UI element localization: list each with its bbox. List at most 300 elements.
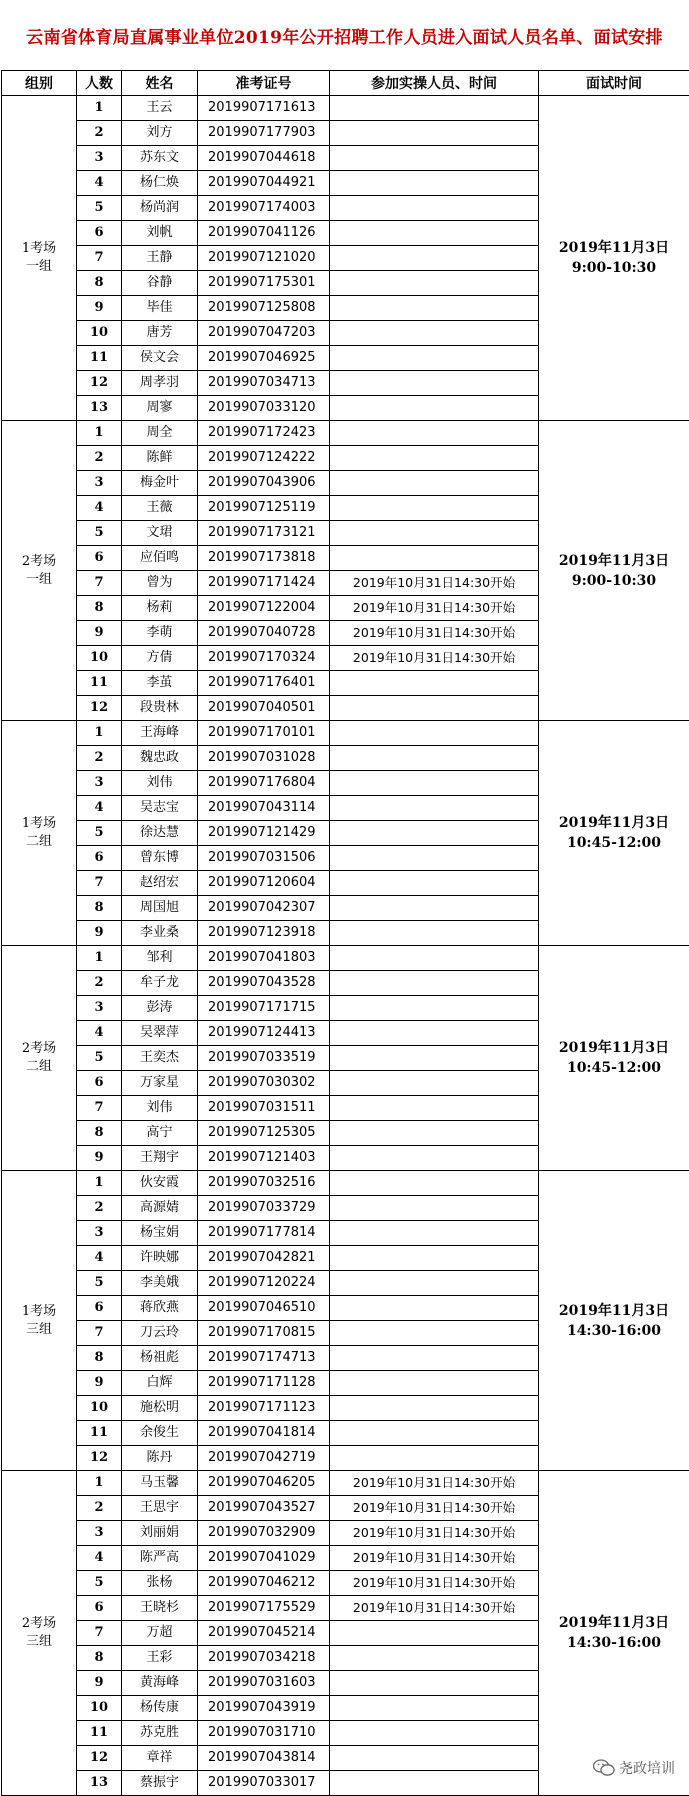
practical-time: [330, 1221, 539, 1246]
practical-time: [330, 1646, 539, 1671]
interview-table: [1, 70, 689, 1796]
practical-time: [330, 1421, 539, 1446]
practical-time: [330, 1146, 539, 1171]
row-number: 13: [77, 1771, 122, 1796]
exam-id: 2019907033120: [198, 396, 330, 421]
candidate-name: 曾为: [122, 571, 198, 596]
candidate-name: 陈鲜: [122, 446, 198, 471]
practical-time: 2019年10月31日14:30开始: [330, 1521, 539, 1546]
row-number: 2: [77, 1196, 122, 1221]
exam-id: 2019907173818: [198, 546, 330, 571]
practical-time: [330, 296, 539, 321]
header-practical: 参加实操人员、时间: [330, 71, 539, 96]
exam-id: 2019907121429: [198, 821, 330, 846]
row-number: 7: [77, 1321, 122, 1346]
practical-time: [330, 946, 539, 971]
row-number: 8: [77, 1121, 122, 1146]
practical-time: [330, 1671, 539, 1696]
exam-id: 2019907033519: [198, 1046, 330, 1071]
practical-time: [330, 1746, 539, 1771]
exam-id: 2019907034713: [198, 371, 330, 396]
exam-id: 2019907043919: [198, 1696, 330, 1721]
row-number: 6: [77, 846, 122, 871]
candidate-name: 方倩: [122, 646, 198, 671]
row-number: 5: [77, 1046, 122, 1071]
row-number: 5: [77, 821, 122, 846]
row-number: 10: [77, 1396, 122, 1421]
group-label-line2: 一组: [2, 571, 76, 589]
practical-time: [330, 1096, 539, 1121]
interview-hours: 10:45-12:00: [539, 833, 689, 853]
exam-id: 2019907174003: [198, 196, 330, 221]
practical-time: [330, 521, 539, 546]
candidate-name: 张杨: [122, 1571, 198, 1596]
row-number: 7: [77, 871, 122, 896]
exam-id: 2019907046205: [198, 1471, 330, 1496]
row-number: 3: [77, 1221, 122, 1246]
group-label-line2: 二组: [2, 833, 76, 851]
row-number: 8: [77, 271, 122, 296]
practical-time: [330, 346, 539, 371]
exam-id: 2019907177903: [198, 121, 330, 146]
practical-time: [330, 1021, 539, 1046]
watermark-text: 尧政培训: [619, 1758, 675, 1778]
candidate-name: 余俊生: [122, 1421, 198, 1446]
row-number: 8: [77, 596, 122, 621]
row-number: 2: [77, 446, 122, 471]
row-number: 2: [77, 746, 122, 771]
row-number: 11: [77, 671, 122, 696]
row-number: 3: [77, 471, 122, 496]
exam-id: 2019907031511: [198, 1096, 330, 1121]
candidate-name: 杨宝娟: [122, 1221, 198, 1246]
practical-time: 2019年10月31日14:30开始: [330, 646, 539, 671]
row-number: 4: [77, 1246, 122, 1271]
practical-time: 2019年10月31日14:30开始: [330, 621, 539, 646]
candidate-name: 李萌: [122, 621, 198, 646]
exam-id: 2019907031506: [198, 846, 330, 871]
exam-id: 2019907170324: [198, 646, 330, 671]
practical-time: [330, 146, 539, 171]
candidate-name: 陈严高: [122, 1546, 198, 1571]
candidate-name: 周全: [122, 421, 198, 446]
candidate-name: 马玉馨: [122, 1471, 198, 1496]
header-count: 人数: [77, 71, 122, 96]
exam-id: 2019907042719: [198, 1446, 330, 1471]
exam-id: 2019907047203: [198, 321, 330, 346]
practical-time: 2019年10月31日14:30开始: [330, 1571, 539, 1596]
exam-id: 2019907044921: [198, 171, 330, 196]
table-row: [2, 421, 689, 446]
exam-id: 2019907177814: [198, 1221, 330, 1246]
exam-id: 2019907043527: [198, 1496, 330, 1521]
exam-id: 2019907176804: [198, 771, 330, 796]
header-name: 姓名: [122, 71, 198, 96]
group-label-line2: 一组: [2, 258, 76, 276]
group-label: [2, 1471, 77, 1796]
table-row: [2, 946, 689, 971]
candidate-name: 王薇: [122, 496, 198, 521]
practical-time: [330, 1396, 539, 1421]
practical-time: [330, 1296, 539, 1321]
practical-time: [330, 721, 539, 746]
exam-id: 2019907123918: [198, 921, 330, 946]
exam-id: 2019907041803: [198, 946, 330, 971]
exam-id: 2019907040728: [198, 621, 330, 646]
exam-id: 2019907033729: [198, 1196, 330, 1221]
exam-id: 2019907031603: [198, 1671, 330, 1696]
exam-id: 2019907041029: [198, 1546, 330, 1571]
row-number: 2: [77, 1496, 122, 1521]
exam-id: 2019907121020: [198, 246, 330, 271]
interview-date: 2019年11月3日: [539, 813, 689, 833]
practical-time: [330, 1621, 539, 1646]
exam-id: 2019907170101: [198, 721, 330, 746]
table-row: [2, 1471, 689, 1496]
candidate-name: 侯文会: [122, 346, 198, 371]
practical-time: [330, 446, 539, 471]
interview-hours: 10:45-12:00: [539, 1058, 689, 1078]
practical-time: [330, 771, 539, 796]
interview-time: [539, 96, 689, 421]
candidate-name: 徐达慧: [122, 821, 198, 846]
practical-time: [330, 1121, 539, 1146]
group-label-line1: 2考场: [2, 1615, 76, 1633]
practical-time: 2019年10月31日14:30开始: [330, 596, 539, 621]
practical-time: [330, 496, 539, 521]
exam-id: 2019907171128: [198, 1371, 330, 1396]
candidate-name: 唐芳: [122, 321, 198, 346]
row-number: 3: [77, 146, 122, 171]
practical-time: [330, 1446, 539, 1471]
row-number: 12: [77, 1446, 122, 1471]
exam-id: 2019907046510: [198, 1296, 330, 1321]
row-number: 8: [77, 1346, 122, 1371]
watermark: [593, 1758, 675, 1778]
exam-id: 2019907043814: [198, 1746, 330, 1771]
interview-hours: 14:30-16:00: [539, 1321, 689, 1341]
group-label: [2, 1171, 77, 1471]
exam-id: 2019907042821: [198, 1246, 330, 1271]
practical-time: [330, 421, 539, 446]
candidate-name: 吴志宝: [122, 796, 198, 821]
practical-time: [330, 1071, 539, 1096]
practical-time: [330, 396, 539, 421]
table-row: [2, 721, 689, 746]
candidate-name: 李茧: [122, 671, 198, 696]
practical-time: [330, 971, 539, 996]
candidate-name: 蒋欣燕: [122, 1296, 198, 1321]
practical-time: [330, 96, 539, 121]
candidate-name: 魏忠政: [122, 746, 198, 771]
header-interview-time: 面试时间: [539, 71, 689, 96]
exam-id: 2019907032516: [198, 1171, 330, 1196]
practical-time: [330, 371, 539, 396]
exam-id: 2019907172423: [198, 421, 330, 446]
row-number: 9: [77, 296, 122, 321]
candidate-name: 赵绍宏: [122, 871, 198, 896]
candidate-name: 蔡振宇: [122, 1771, 198, 1796]
exam-id: 2019907034218: [198, 1646, 330, 1671]
candidate-name: 杨莉: [122, 596, 198, 621]
interview-hours: 14:30-16:00: [539, 1633, 689, 1653]
candidate-name: 杨祖彪: [122, 1346, 198, 1371]
candidate-name: 万超: [122, 1621, 198, 1646]
exam-id: 2019907120224: [198, 1271, 330, 1296]
group-label-line1: 2考场: [2, 553, 76, 571]
exam-id: 2019907030302: [198, 1071, 330, 1096]
candidate-name: 杨尚润: [122, 196, 198, 221]
group-label-line1: 1考场: [2, 1303, 76, 1321]
exam-id: 2019907043528: [198, 971, 330, 996]
table-body: [2, 96, 689, 1796]
candidate-name: 刘方: [122, 121, 198, 146]
candidate-name: 刘帆: [122, 221, 198, 246]
candidate-name: 李业桑: [122, 921, 198, 946]
exam-id: 2019907031710: [198, 1721, 330, 1746]
table-row: [2, 96, 689, 121]
wechat-icon: [593, 1759, 615, 1777]
candidate-name: 周寥: [122, 396, 198, 421]
exam-id: 2019907032909: [198, 1521, 330, 1546]
candidate-name: 施松明: [122, 1396, 198, 1421]
exam-id: 2019907171715: [198, 996, 330, 1021]
exam-id: 2019907041814: [198, 1421, 330, 1446]
row-number: 1: [77, 1471, 122, 1496]
candidate-name: 陈丹: [122, 1446, 198, 1471]
row-number: 11: [77, 1721, 122, 1746]
row-number: 2: [77, 971, 122, 996]
practical-time: 2019年10月31日14:30开始: [330, 1471, 539, 1496]
row-number: 4: [77, 1546, 122, 1571]
group-label-line1: 1考场: [2, 815, 76, 833]
row-number: 2: [77, 121, 122, 146]
row-number: 10: [77, 1696, 122, 1721]
row-number: 4: [77, 1021, 122, 1046]
exam-id: 2019907033017: [198, 1771, 330, 1796]
exam-id: 2019907124413: [198, 1021, 330, 1046]
interview-date: 2019年11月3日: [539, 1613, 689, 1633]
practical-time: [330, 846, 539, 871]
candidate-name: 刘伟: [122, 771, 198, 796]
practical-time: [330, 1721, 539, 1746]
table-row: [2, 1171, 689, 1196]
candidate-name: 王彩: [122, 1646, 198, 1671]
group-label: [2, 721, 77, 946]
practical-time: [330, 796, 539, 821]
row-number: 6: [77, 221, 122, 246]
candidate-name: 伙安霞: [122, 1171, 198, 1196]
practical-time: [330, 1346, 539, 1371]
row-number: 11: [77, 1421, 122, 1446]
practical-time: 2019年10月31日14:30开始: [330, 1596, 539, 1621]
practical-time: [330, 1321, 539, 1346]
candidate-name: 牟子龙: [122, 971, 198, 996]
exam-id: 2019907170815: [198, 1321, 330, 1346]
row-number: 6: [77, 1071, 122, 1096]
exam-id: 2019907176401: [198, 671, 330, 696]
practical-time: [330, 671, 539, 696]
candidate-name: 王海峰: [122, 721, 198, 746]
exam-id: 2019907044618: [198, 146, 330, 171]
practical-time: 2019年10月31日14:30开始: [330, 1496, 539, 1521]
candidate-name: 吴翠萍: [122, 1021, 198, 1046]
candidate-name: 苏东文: [122, 146, 198, 171]
row-number: 4: [77, 171, 122, 196]
exam-id: 2019907121403: [198, 1146, 330, 1171]
row-number: 3: [77, 996, 122, 1021]
candidate-name: 应佰鸣: [122, 546, 198, 571]
practical-time: [330, 196, 539, 221]
row-number: 1: [77, 721, 122, 746]
page-title: 云南省体育局直属事业单位2019年公开招聘工作人员进入面试人员名单、面试安排: [0, 0, 689, 70]
row-number: 9: [77, 1671, 122, 1696]
row-number: 5: [77, 521, 122, 546]
row-number: 10: [77, 646, 122, 671]
practical-time: [330, 1196, 539, 1221]
candidate-name: 杨仁焕: [122, 171, 198, 196]
exam-id: 2019907124222: [198, 446, 330, 471]
row-number: 1: [77, 96, 122, 121]
row-number: 9: [77, 921, 122, 946]
row-number: 4: [77, 496, 122, 521]
candidate-name: 邹利: [122, 946, 198, 971]
group-label: [2, 96, 77, 421]
practical-time: [330, 871, 539, 896]
row-number: 1: [77, 421, 122, 446]
candidate-name: 王云: [122, 96, 198, 121]
exam-id: 2019907043114: [198, 796, 330, 821]
table-header-row: [2, 71, 689, 96]
practical-time: 2019年10月31日14:30开始: [330, 1546, 539, 1571]
practical-time: [330, 1371, 539, 1396]
group-label-line2: 三组: [2, 1321, 76, 1339]
practical-time: [330, 221, 539, 246]
interview-time: [539, 421, 689, 721]
candidate-name: 王思宇: [122, 1496, 198, 1521]
row-number: 10: [77, 321, 122, 346]
candidate-name: 周孝羽: [122, 371, 198, 396]
row-number: 7: [77, 1096, 122, 1121]
candidate-name: 王静: [122, 246, 198, 271]
interview-time: [539, 721, 689, 946]
candidate-name: 刀云玲: [122, 1321, 198, 1346]
row-number: 7: [77, 1621, 122, 1646]
practical-time: [330, 921, 539, 946]
practical-time: [330, 471, 539, 496]
practical-time: [330, 246, 539, 271]
exam-id: 2019907041126: [198, 221, 330, 246]
candidate-name: 黄海峰: [122, 1671, 198, 1696]
group-label: [2, 946, 77, 1171]
candidate-name: 高宁: [122, 1121, 198, 1146]
candidate-name: 杨传康: [122, 1696, 198, 1721]
exam-id: 2019907042307: [198, 896, 330, 921]
row-number: 5: [77, 1271, 122, 1296]
interview-date: 2019年11月3日: [539, 551, 689, 571]
header-id: 准考证号: [198, 71, 330, 96]
group-label: [2, 421, 77, 721]
interview-time: [539, 946, 689, 1171]
practical-time: [330, 746, 539, 771]
candidate-name: 谷静: [122, 271, 198, 296]
exam-id: 2019907046212: [198, 1571, 330, 1596]
exam-id: 2019907171424: [198, 571, 330, 596]
header-group: 组别: [2, 71, 77, 96]
practical-time: [330, 996, 539, 1021]
practical-time: [330, 546, 539, 571]
candidate-name: 梅金叶: [122, 471, 198, 496]
row-number: 3: [77, 1521, 122, 1546]
practical-time: [330, 1246, 539, 1271]
candidate-name: 段贵林: [122, 696, 198, 721]
practical-time: [330, 321, 539, 346]
exam-id: 2019907171613: [198, 96, 330, 121]
practical-time: [330, 896, 539, 921]
candidate-name: 高源婧: [122, 1196, 198, 1221]
row-number: 13: [77, 396, 122, 421]
exam-id: 2019907031028: [198, 746, 330, 771]
interview-time: [539, 1471, 689, 1796]
interview-date: 2019年11月3日: [539, 1301, 689, 1321]
practical-time: [330, 1696, 539, 1721]
row-number: 3: [77, 771, 122, 796]
exam-id: 2019907173121: [198, 521, 330, 546]
candidate-name: 周国旭: [122, 896, 198, 921]
practical-time: [330, 121, 539, 146]
interview-date: 2019年11月3日: [539, 238, 689, 258]
practical-time: [330, 271, 539, 296]
candidate-name: 刘丽娟: [122, 1521, 198, 1546]
candidate-name: 王翔宇: [122, 1146, 198, 1171]
group-label-line2: 二组: [2, 1058, 76, 1076]
practical-time: [330, 696, 539, 721]
row-number: 12: [77, 1746, 122, 1771]
row-number: 11: [77, 346, 122, 371]
candidate-name: 许映娜: [122, 1246, 198, 1271]
row-number: 12: [77, 371, 122, 396]
exam-id: 2019907040501: [198, 696, 330, 721]
row-number: 7: [77, 571, 122, 596]
interview-hours: 9:00-10:30: [539, 571, 689, 591]
practical-time: [330, 1271, 539, 1296]
row-number: 6: [77, 1596, 122, 1621]
group-label-line1: 2考场: [2, 1040, 76, 1058]
practical-time: [330, 821, 539, 846]
practical-time: 2019年10月31日14:30开始: [330, 571, 539, 596]
row-number: 9: [77, 621, 122, 646]
row-number: 1: [77, 1171, 122, 1196]
candidate-name: 文珺: [122, 521, 198, 546]
exam-id: 2019907171123: [198, 1396, 330, 1421]
candidate-name: 王奕杰: [122, 1046, 198, 1071]
exam-id: 2019907175301: [198, 271, 330, 296]
candidate-name: 万家星: [122, 1071, 198, 1096]
practical-time: [330, 171, 539, 196]
exam-id: 2019907175529: [198, 1596, 330, 1621]
row-number: 6: [77, 546, 122, 571]
row-number: 9: [77, 1371, 122, 1396]
candidate-name: 曾东博: [122, 846, 198, 871]
candidate-name: 苏克胜: [122, 1721, 198, 1746]
row-number: 6: [77, 1296, 122, 1321]
exam-id: 2019907043906: [198, 471, 330, 496]
row-number: 9: [77, 1146, 122, 1171]
candidate-name: 毕佳: [122, 296, 198, 321]
exam-id: 2019907125119: [198, 496, 330, 521]
candidate-name: 刘伟: [122, 1096, 198, 1121]
interview-date: 2019年11月3日: [539, 1038, 689, 1058]
